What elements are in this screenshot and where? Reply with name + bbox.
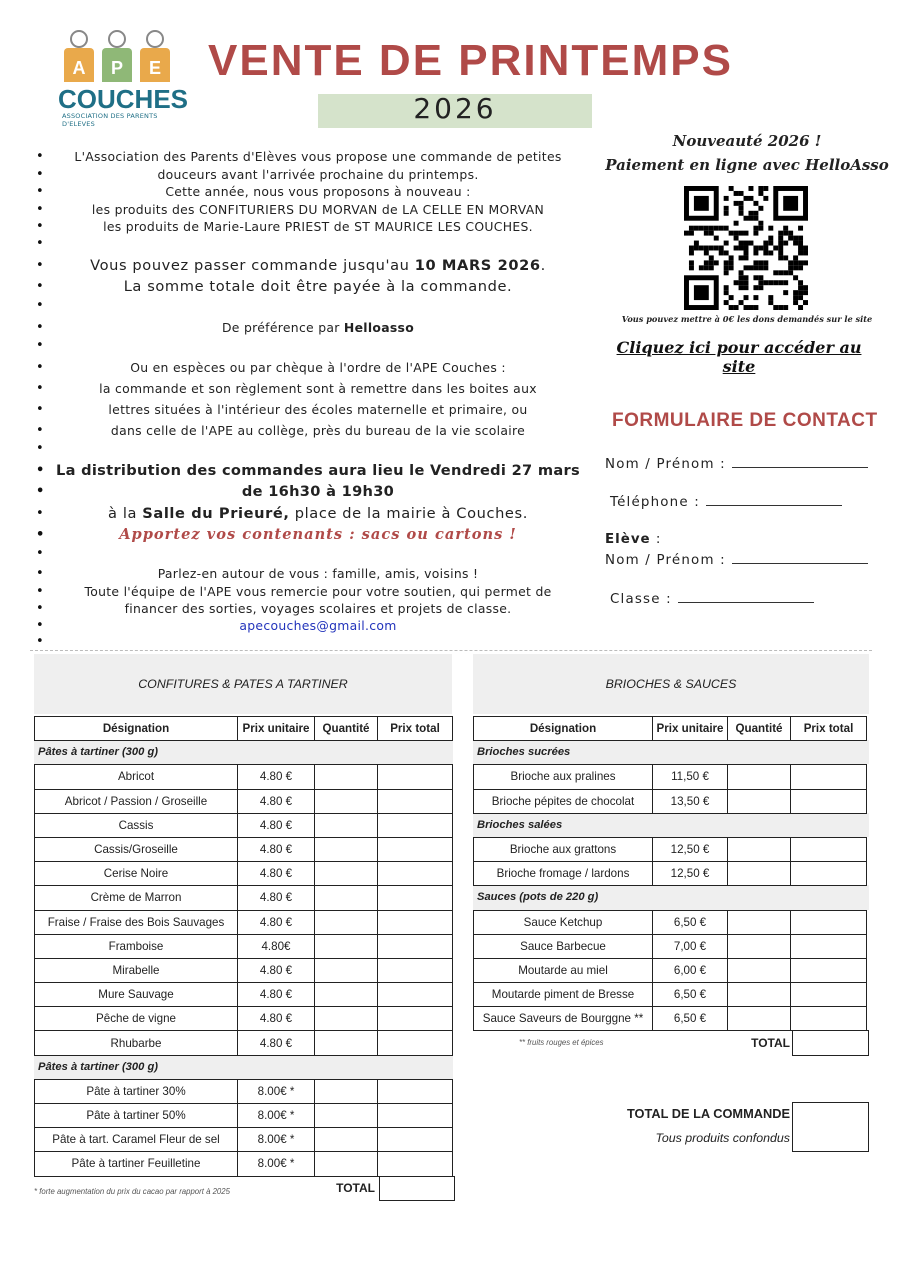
quantity-input[interactable] xyxy=(314,982,378,1007)
class-field[interactable] xyxy=(678,591,814,603)
line-total-input[interactable] xyxy=(790,1006,867,1031)
product-name: Pêche de vigne xyxy=(34,1006,238,1031)
line-total-input[interactable] xyxy=(377,1006,453,1031)
quantity-input[interactable] xyxy=(314,1103,378,1128)
empty-bullet xyxy=(30,298,582,317)
unit-price: 4.80 € xyxy=(237,861,315,886)
line-total-input[interactable] xyxy=(377,813,453,838)
line-total-input[interactable] xyxy=(377,934,453,959)
logo-letter-a: A xyxy=(72,58,86,78)
children-illustration xyxy=(58,26,176,82)
quantity-input[interactable] xyxy=(727,982,791,1007)
quantity-input[interactable] xyxy=(314,813,378,838)
table-body xyxy=(34,1079,454,1176)
product-name: Brioche aux grattons xyxy=(473,837,653,862)
quantity-input[interactable] xyxy=(314,934,378,959)
product-name: Cerise Noire xyxy=(34,861,238,886)
quantity-input[interactable] xyxy=(314,910,378,935)
sauce-note: ** fruits rouges et épices xyxy=(519,1038,604,1048)
info-line: • dans celle de l'APE au collège, près du bureau de la vie scolaire xyxy=(30,420,582,441)
deadline-date: 10 MARS 2026 xyxy=(414,256,541,274)
line-total-input[interactable] xyxy=(790,837,867,862)
qr-code-icon[interactable] xyxy=(684,186,808,310)
info-line: • La somme totale doit être payée à la commande. xyxy=(30,276,582,298)
quantity-input[interactable] xyxy=(314,1030,378,1055)
quantity-input[interactable] xyxy=(314,837,378,862)
quantity-input[interactable] xyxy=(727,1006,791,1031)
unit-price: 4.80 € xyxy=(237,789,315,814)
product-name: Cassis/Groseille xyxy=(34,837,238,862)
quantity-input[interactable] xyxy=(314,764,378,789)
product-name: Brioche aux pralines xyxy=(473,764,653,789)
table-row xyxy=(34,764,454,788)
contact-form-title: FORMULAIRE DE CONTACT xyxy=(612,410,878,431)
table-row xyxy=(34,813,454,837)
table-section: Sauces (pots de 220 g) xyxy=(473,885,869,909)
info-line: • financer des sorties, voyages scolaires et projets de classe. xyxy=(30,600,582,618)
table-section: Pâtes à tartiner (300 g) xyxy=(34,1055,453,1079)
new-2026-label: Nouveauté 2026 ! xyxy=(672,132,822,150)
line-total-input[interactable] xyxy=(790,982,867,1007)
student-colon: : xyxy=(650,532,662,547)
col-total-price: Prix total xyxy=(377,716,453,741)
product-name: Brioche fromage / lardons xyxy=(473,861,653,886)
unit-price: 4.80 € xyxy=(237,982,315,1007)
total-row xyxy=(473,1030,869,1054)
section-divider xyxy=(30,650,872,651)
unit-price: 4.80 € xyxy=(237,1006,315,1031)
info-line-place xyxy=(30,503,582,525)
product-name: Sauce Ketchup xyxy=(473,910,653,935)
page-year: 2026 xyxy=(413,92,497,125)
line-total-input[interactable] xyxy=(377,861,453,886)
total-row xyxy=(34,1176,454,1200)
unit-price: 13,50 € xyxy=(652,789,728,814)
table-body xyxy=(473,837,869,885)
product-name: Rhubarbe xyxy=(34,1030,238,1055)
info-line: • douceurs avant l'arrivée prochaine du printemps. xyxy=(30,166,582,184)
table-row xyxy=(34,1127,454,1151)
line-total-input[interactable] xyxy=(790,861,867,886)
unit-price: 4.80 € xyxy=(237,910,315,935)
info-line: • la commande et son règlement sont à remettre dans les boites aux xyxy=(30,378,582,399)
quantity-input[interactable] xyxy=(314,1079,378,1104)
table-row xyxy=(34,837,454,861)
line-total-input[interactable] xyxy=(377,764,453,789)
unit-price: 7,00 € xyxy=(652,934,728,959)
table-row xyxy=(34,885,454,909)
info-line: • Cette année, nous vous proposons à nouveau : xyxy=(30,183,582,201)
product-name: Abricot xyxy=(34,764,238,789)
payment-method: Helloasso xyxy=(343,319,415,335)
info-line-hours: • de 16h30 à 19h30 xyxy=(30,481,582,503)
deadline-text: Vous pouvez passer commande jusqu'au xyxy=(90,256,415,274)
student-name-row xyxy=(605,552,868,568)
quantity-input[interactable] xyxy=(314,958,378,983)
helloasso-label: Paiement en ligne avec HelloAsso xyxy=(605,156,889,174)
unit-price: 4.80€ xyxy=(237,934,315,959)
logo-subtitle: ASSOCIATION DES PARENTS D'ELEVES xyxy=(62,112,158,128)
student-label: Elève xyxy=(605,532,651,547)
line-total-input[interactable] xyxy=(377,837,453,862)
table-row xyxy=(473,764,869,788)
table-row xyxy=(473,982,869,1006)
logo-letter-e: E xyxy=(148,58,161,78)
unit-price: 4.80 € xyxy=(237,813,315,838)
line-total-input[interactable] xyxy=(790,934,867,959)
table-row xyxy=(34,982,454,1006)
unit-price: 12,50 € xyxy=(652,861,728,886)
table-body xyxy=(34,764,454,1054)
grand-total-input[interactable] xyxy=(792,1102,869,1152)
line-total-input[interactable] xyxy=(377,1103,453,1128)
line-total-input[interactable] xyxy=(377,1151,453,1176)
line-total-input[interactable] xyxy=(790,789,867,814)
qr-note: Vous pouvez mettre à 0€ les dons demandés sur le site xyxy=(621,314,873,324)
unit-price: 8.00€ * xyxy=(237,1079,315,1104)
product-name: Moutarde au miel xyxy=(473,958,653,983)
table-row xyxy=(473,837,869,861)
unit-price: 6,50 € xyxy=(652,1006,728,1031)
line-total-input[interactable] xyxy=(790,764,867,789)
line-total-input[interactable] xyxy=(790,910,867,935)
brioches-table xyxy=(473,716,869,1055)
line-total-input[interactable] xyxy=(377,982,453,1007)
product-name: Cassis xyxy=(34,813,238,838)
right-table-title: BRIOCHES & SAUCES xyxy=(473,654,869,714)
name-label: Nom / Prénom : xyxy=(605,457,726,472)
child-head-icon xyxy=(146,30,164,48)
product-name: Sauce Barbecue xyxy=(473,934,653,959)
line-total-input[interactable] xyxy=(377,910,453,935)
quantity-input[interactable] xyxy=(314,1127,378,1152)
info-block xyxy=(30,148,582,653)
payment-text: De préférence par xyxy=(221,319,344,335)
table-body xyxy=(473,910,869,1031)
table-row xyxy=(473,1006,869,1030)
product-name: Mirabelle xyxy=(34,958,238,983)
product-name: Fraise / Fraise des Bois Sauvages xyxy=(34,910,238,935)
total-label: TOTAL xyxy=(751,1035,790,1050)
unit-price: 6,50 € xyxy=(652,910,728,935)
page-title: VENTE DE PRINTEMPS xyxy=(208,36,733,85)
table-row xyxy=(34,934,454,958)
info-line: • Ou en espèces ou par chèque à l'ordre de l'APE Couches : xyxy=(30,357,582,378)
info-line-distribution: • La distribution des commandes aura lieu le Vendredi 27 mars xyxy=(30,460,582,482)
table-row xyxy=(34,861,454,885)
table-row xyxy=(34,1006,454,1030)
info-line-payment xyxy=(30,317,582,338)
student-heading xyxy=(605,532,661,547)
grand-total-label: TOTAL DE LA COMMANDE xyxy=(626,1106,790,1121)
table-section: Pâtes à tartiner (300 g) xyxy=(34,740,453,764)
total-input[interactable] xyxy=(792,1030,869,1055)
table-body xyxy=(473,764,869,812)
product-name: Crème de Marron xyxy=(34,885,238,910)
info-line: • Parlez-en autour de vous : famille, amis, voisins ! xyxy=(30,565,582,583)
col-unit-price: Prix unitaire xyxy=(652,716,728,741)
quantity-input[interactable] xyxy=(727,958,791,983)
line-total-input[interactable] xyxy=(377,789,453,814)
logo-name: COUCHES xyxy=(58,84,189,114)
empty-bullet xyxy=(30,338,582,357)
table-row xyxy=(34,958,454,982)
info-line: • les produits des CONFITURIERS DU MORVAN de LA CELLE EN MORVAN xyxy=(30,201,582,219)
col-total-price: Prix total xyxy=(790,716,867,741)
empty-bullet xyxy=(30,441,582,460)
product-name: Pâte à tartiner Feuilletine xyxy=(34,1151,238,1176)
left-table-title: CONFITURES & PATES A TARTINER xyxy=(34,654,452,714)
phone-label: Téléphone : xyxy=(610,495,700,510)
col-quantity: Quantité xyxy=(314,716,378,741)
product-name: Brioche pépites de chocolat xyxy=(473,789,653,814)
quantity-input[interactable] xyxy=(727,837,791,862)
col-designation: Désignation xyxy=(34,716,238,741)
col-designation: Désignation xyxy=(473,716,653,741)
quantity-input[interactable] xyxy=(314,861,378,886)
name-field[interactable] xyxy=(732,456,868,468)
class-label: Classe : xyxy=(610,592,672,607)
quantity-input[interactable] xyxy=(727,789,791,814)
unit-price: 11,50 € xyxy=(652,764,728,789)
product-name: Moutarde piment de Bresse xyxy=(473,982,653,1007)
quantity-input[interactable] xyxy=(727,861,791,886)
unit-price: 8.00€ * xyxy=(237,1127,315,1152)
place-text: à la xyxy=(108,504,143,522)
quantity-input[interactable] xyxy=(314,1151,378,1176)
line-total-input[interactable] xyxy=(377,1030,453,1055)
phone-field-row xyxy=(610,494,842,510)
table-row xyxy=(473,958,869,982)
total-label: TOTAL xyxy=(336,1180,375,1195)
student-name-label: Nom / Prénom : xyxy=(605,553,726,568)
info-line: • Toute l'équipe de l'APE vous remercie pour votre soutien, qui permet de xyxy=(30,583,582,601)
class-field-row xyxy=(610,591,814,607)
product-name: Sauce Saveurs de Bourggne ** xyxy=(473,1006,653,1031)
line-total-input[interactable] xyxy=(377,885,453,910)
unit-price: 8.00€ * xyxy=(237,1151,315,1176)
unit-price: 4.80 € xyxy=(237,1030,315,1055)
table-row xyxy=(34,789,454,813)
table-row xyxy=(34,1030,454,1054)
table-row xyxy=(34,1103,454,1127)
line-total-input[interactable] xyxy=(377,1127,453,1152)
place-name: Salle du Prieuré, xyxy=(142,504,290,522)
product-name: Pâte à tart. Caramel Fleur de sel xyxy=(34,1127,238,1152)
grand-total-sub: Tous produits confondus xyxy=(655,1131,790,1145)
empty-bullet xyxy=(30,546,582,565)
quantity-input[interactable] xyxy=(727,764,791,789)
ape-logo xyxy=(52,26,189,128)
table-header-row xyxy=(34,716,454,740)
deadline-period: . xyxy=(540,256,546,274)
table-row xyxy=(34,1151,454,1175)
col-quantity: Quantité xyxy=(727,716,791,741)
info-line: • L'Association des Parents d'Elèves vous propose une commande de petites xyxy=(30,148,582,166)
product-name: Mure Sauvage xyxy=(34,982,238,1007)
unit-price: 4.80 € xyxy=(237,885,315,910)
line-total-input[interactable] xyxy=(377,1079,453,1104)
line-total-input[interactable] xyxy=(790,958,867,983)
unit-price: 4.80 € xyxy=(237,764,315,789)
table-header-row xyxy=(473,716,869,740)
table-row xyxy=(473,934,869,958)
table-row xyxy=(34,910,454,934)
place-address: place de la mairie à Couches. xyxy=(289,504,528,522)
child-head-icon xyxy=(70,30,88,48)
product-name: Abricot / Passion / Groseille xyxy=(34,789,238,814)
info-line: • les produits de Marie-Laure PRIEST de ST MAURICE LES COUCHES. xyxy=(30,218,582,236)
table-row xyxy=(473,910,869,934)
confitures-table xyxy=(34,716,454,1200)
quantity-input[interactable] xyxy=(314,1006,378,1031)
table-row xyxy=(473,789,869,813)
product-name: Framboise xyxy=(34,934,238,959)
unit-price: 4.80 € xyxy=(237,958,315,983)
table-row xyxy=(34,1079,454,1103)
child-head-icon xyxy=(108,30,126,48)
email-link[interactable]: • apecouches@gmail.com xyxy=(30,618,582,634)
unit-price: 8.00€ * xyxy=(237,1103,315,1128)
table-row xyxy=(473,861,869,885)
logo-letter-p: P xyxy=(110,58,123,78)
total-input[interactable] xyxy=(379,1176,455,1201)
unit-price: 12,50 € xyxy=(652,837,728,862)
student-name-field[interactable] xyxy=(732,552,868,564)
info-line-containers: • Apportez vos contenants : sacs ou cartons ! xyxy=(30,524,582,546)
line-total-input[interactable] xyxy=(377,958,453,983)
info-line-deadline xyxy=(30,255,582,277)
helloasso-site-link[interactable]: Cliquez ici pour accéder au site xyxy=(616,338,862,376)
phone-field[interactable] xyxy=(706,494,842,506)
product-name: Pâte à tartiner 50% xyxy=(34,1103,238,1128)
info-line: • lettres situées à l'intérieur des écoles maternelle et primaire, ou xyxy=(30,399,582,420)
quantity-input[interactable] xyxy=(314,789,378,814)
empty-bullet xyxy=(30,236,582,255)
cocoa-note: * forte augmentation du prix du cacao par rapport à 2025 xyxy=(34,1186,230,1196)
name-field-row xyxy=(605,456,868,472)
quantity-input[interactable] xyxy=(727,934,791,959)
quantity-input[interactable] xyxy=(314,885,378,910)
unit-price: 4.80 € xyxy=(237,837,315,862)
quantity-input[interactable] xyxy=(727,910,791,935)
unit-price: 6,00 € xyxy=(652,958,728,983)
table-section: Brioches sucrées xyxy=(473,740,869,764)
product-name: Pâte à tartiner 30% xyxy=(34,1079,238,1104)
table-section: Brioches salées xyxy=(473,813,869,837)
unit-price: 6,50 € xyxy=(652,982,728,1007)
col-unit-price: Prix unitaire xyxy=(237,716,315,741)
